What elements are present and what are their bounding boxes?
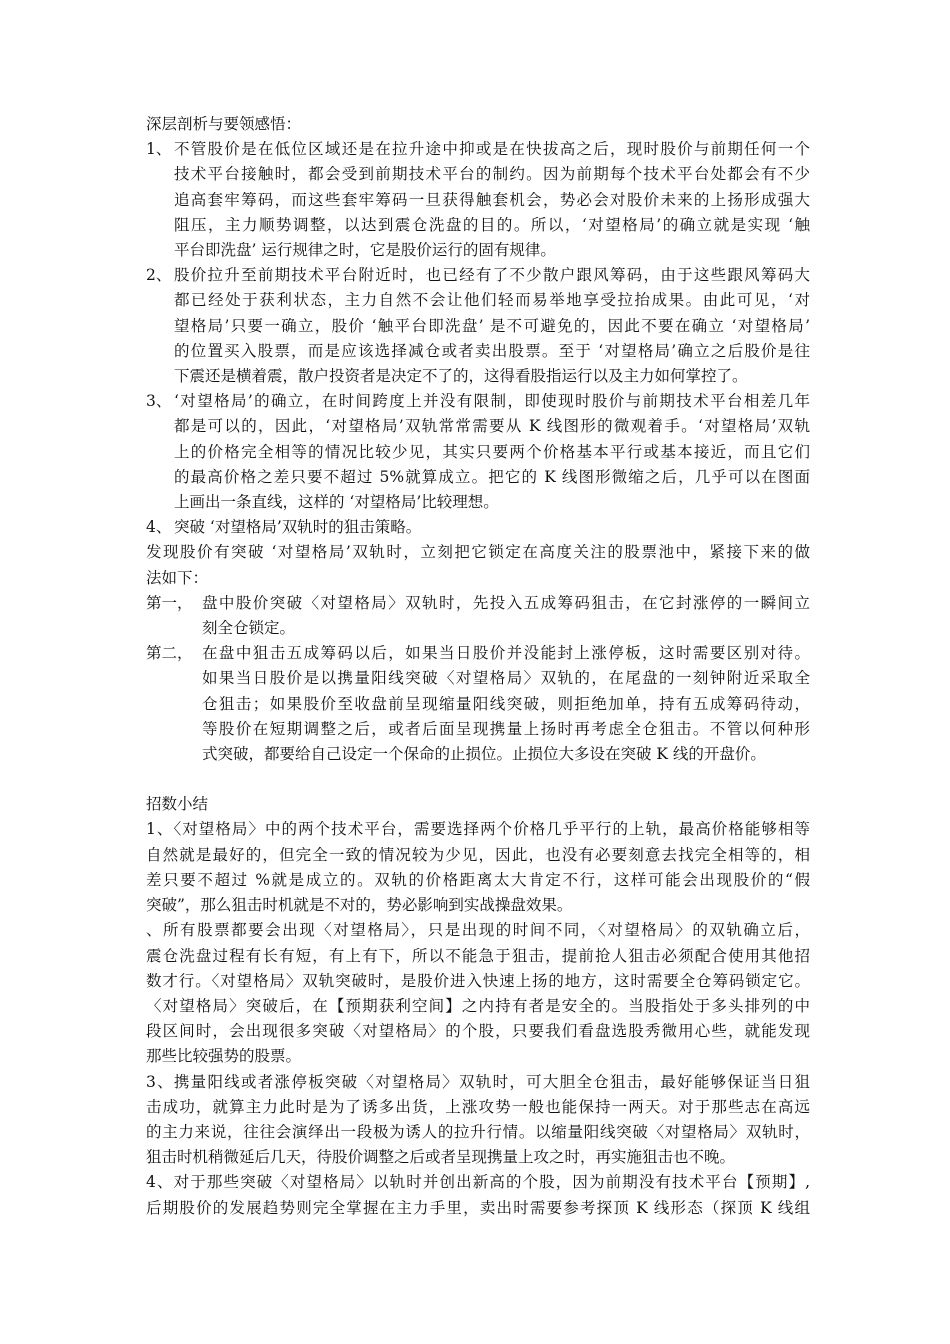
numbered-item [146,515,810,540]
text-line: 、所有股票都要会出现〈对望格局〉，只是出现的时间不同，〈对望格局〉的双轨确立后， [146,921,810,940]
text-line: 段区间时，会出现很多突破〈对望格局〉的个股，只要我们看盘选股秀微用心些，就能发现 [146,1022,810,1041]
item-body [202,591,810,641]
text-line: 平台即洗盘’ 运行规律之时，它是股价运行的固有规律。 [174,241,556,260]
text-line: 〈对望格局〉突破后，在【预期获利空间】之内持有者是安全的。当股指处于多头排列的中 [146,996,810,1015]
numbered-item [146,389,810,515]
text-line: 股价拉升至前期技术平台附近时，也已经有了不少散户跟风筹码，由于这些跟风筹码大 [174,266,810,285]
text-line: 上的价格完全相等的情况比较少见，其实只要两个价格基本平行或基本接近，而且它们 [174,442,810,461]
text-line: 3、携量阳线或者涨停板突破〈对望格局〉双轨时，可大胆全仓狙击，最好能够保证当日狙 [146,1072,810,1091]
section-heading: 深层剖析与要领感悟： [146,115,302,133]
text-line: 突破 ‘对望格局’双轨时的狙击策略。 [174,518,422,537]
text-line: 的位置买入股票，而是应该选择减仓或者卖出股票。至于 ‘对望格局’确立之后股价是往 [174,341,810,360]
discovery-paragraph [146,540,810,590]
item-body [174,389,810,515]
text-line: 击成功，就算主力此时是为了诱多出货，上涨攻势一般也能保持一两天。对于那些志在高远 [146,1097,810,1116]
item-number: 3、 [146,392,172,411]
text-line: 仓狙击；如果股价至收盘前呈现缩量阳线突破，则拒绝加单，持有五成筹码待动， [202,694,810,713]
paragraph-gap [146,767,810,792]
text-line: 自然就是最好的，但完全一致的情况较为少见，因此，也没有必要刻意去找完全相等的，相 [146,845,810,864]
summary-heading: 招数小结 [146,795,209,814]
item-body [174,137,810,263]
text-line: 如果当日股价是以携量阳线突破〈对望格局〉双轨的，在尾盘的一刻钟附近采取全 [202,669,810,688]
text-line: ‘对望格局’的确立，在时间跨度上并没有限制，即使现时股价与前期技术平台相差几年 [174,392,810,411]
text-line: 等股价在短期调整之后，或者后面呈现携量上扬时再考虑全仓狙击。不管以何种形 [202,719,810,738]
step-list [146,591,810,767]
item-number: 第二， [146,644,193,663]
text-line: 盘中股价突破〈对望格局〉双轨时，先投入五成筹码狙击，在它封涨停的一瞬间立 [202,593,810,612]
summary-paragraphs [146,817,810,1220]
text-line: 的主力来说，往往会演绎出一段极为诱人的拉升行情。以缩量阳线突破〈对望格局〉双轨时， [146,1122,810,1141]
text-line: 都是可以的，因此，‘对望格局’双轨常常需要从 K 线图形的微观着手。‘对望格局’双轨 [174,417,810,436]
text-line: 4、对于那些突破〈对望格局〉以轨时并创出新高的个股，因为前期没有技术平台【预期】, [146,1173,810,1192]
text-line: 阻压，主力顺势调整，以达到震仓洗盘的目的。所以，‘对望格局’的确立就是实现 ‘触 [174,215,810,234]
numbered-points [146,137,810,540]
text-line: 1、〈对望格局〉中的两个技术平台，需要选择两个价格几乎平行的上轨，最高价格能够相等 [146,820,810,839]
item-number: 4、 [146,518,172,537]
text-line: 突破”，那么狙击时机就是不对的，势必影响到实战操盘效果。 [146,896,573,915]
text-line: 震仓洗盘过程有长有短，有上有下，所以不能急于狙击，提前抢人狙击必须配合使用其他招 [146,946,810,965]
text-line: 的最高价格之差只要不超过 5%就算成立。把它的 K 线图形微缩之后，几乎可以在图面 [174,467,810,486]
text-line: 技术平台接触时，都会受到前期技术平台的制约。因为前期每个技术平台处都会有不少 [174,165,810,184]
item-body [174,263,810,389]
item-number: 第一， [146,593,193,612]
text-line: 那些比较强势的股票。 [146,1047,302,1066]
numbered-item [146,137,810,263]
text-line: 数才行。〈对望格局〉双轨突破时，是股价进入快速上扬的地方，这时需要全仓筹码锁定它。 [146,971,810,990]
item-number: 2、 [146,266,172,285]
text-line: 上画出一条直线，这样的 ‘对望格局’比较理想。 [174,493,499,512]
text-line: 都已经处于获利状态，主力自然不会让他们轻而易举地享受拉抬成果。由此可见，‘对 [174,291,810,310]
text-line: 差只要不超过 %就是成立的。双轨的价格距离太大肯定不行，这样可能会出现股价的“假 [146,870,810,889]
text-line: 式突破，都要给自己设定一个保命的止损位。止损位大多设在突破 K 线的开盘价。 [202,745,766,764]
text-line: 不管股价是在低位区域还是在拉升途中抑或是在快拔高之后，现时股价与前期任何一个 [174,140,810,159]
text-line: 望格局’只要一确立，股价 ‘触平台即洗盘’ 是不可避免的，因此不要在确立 ‘对望格局’ [174,316,810,335]
item-number: 1、 [146,140,172,159]
step-item [146,641,810,767]
text-line: 后期股价的发展趋势则完全掌握在主力手里，卖出时需要参考探顶 K 线形态（探顶 K 线组 [146,1198,810,1217]
text-line: 下震还是横着震，散户投资者是决定不了的，这得看股指运行以及主力如何掌控了。 [174,367,748,386]
item-body [174,515,810,540]
document-page [146,112,810,1221]
text-line: 在盘中狙击五成筹码以后，如果当日股价并没能封上涨停板，这时需要区别对待。 [202,644,810,663]
text-line: 追高套牢筹码，而这些套牢筹码一旦获得触套机会，势必会对股价未来的上扬形成强大 [174,190,810,209]
text-line: 法如下： [146,568,209,587]
step-item [146,591,810,641]
text-line: 发现股价有突破 ‘对望格局’双轨时，立刻把它锁定在高度关注的股票池中，紧接下来的做 [146,543,810,562]
text-line: 刻全仓锁定。 [202,619,296,638]
numbered-item [146,263,810,389]
text-line: 狙击时机稍微延后几天，待股价调整之后或者呈现携量上攻之时，再实施狙击也不晚。 [146,1148,736,1167]
item-body [202,641,810,767]
